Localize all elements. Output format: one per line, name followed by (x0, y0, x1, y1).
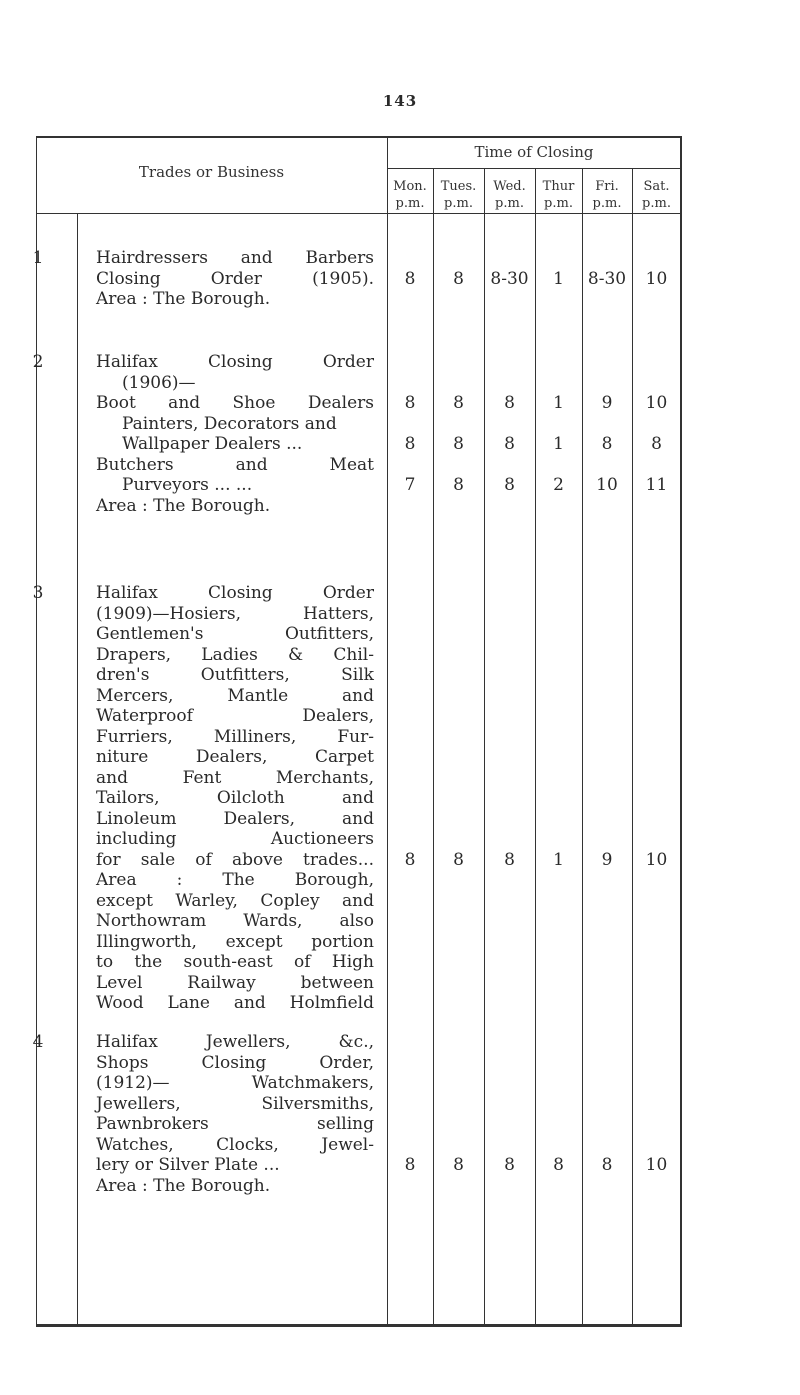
closing-time-value: 1 (553, 393, 564, 413)
wed-thur-divider (535, 169, 536, 1324)
closing-time-value: 8-30 (587, 268, 627, 289)
description-line: Butchers and Meat (96, 454, 374, 475)
day-header (582, 178, 632, 212)
description-line: Purveyors ... ... (122, 475, 253, 495)
description-line: Halifax Jewellers, &c., (96, 1032, 374, 1052)
description-line: (1906)— (122, 372, 196, 393)
description-line: Wood Lane and Holmfield (96, 993, 374, 1013)
closing-time-value: 8 (453, 1155, 464, 1175)
closing-time-value: 8 (453, 434, 464, 454)
description-line: Watches, Clocks, Jewel- (96, 1134, 374, 1155)
day-header (433, 178, 484, 212)
description-line: Area : The Borough. (96, 289, 271, 309)
description-line: lery or Silver Plate ... (96, 1155, 280, 1175)
closing-time-value: 8 (453, 393, 464, 413)
description-line: to the south-east of High (96, 952, 374, 972)
description-line: Jewellers, Silversmiths, (96, 1093, 374, 1114)
closing-time-value: 8 (404, 268, 416, 289)
closing-time-value: 1 (553, 849, 564, 870)
entry-description (96, 583, 374, 1014)
day-name: Tues. (440, 179, 477, 194)
thur-fri-divider (582, 169, 583, 1324)
description-line: Boot and Shoe Dealers (96, 393, 374, 413)
day-name: Fri. (595, 179, 619, 194)
description-line: Area : The Borough, (96, 870, 374, 890)
closing-time-value: 8 (651, 434, 662, 454)
entry-description (96, 352, 374, 516)
description-line: Shops Closing Order, (96, 1052, 374, 1073)
description-line: Wallpaper Dealers ... (122, 434, 303, 454)
closing-time-value: 8 (504, 1155, 515, 1175)
closing-time-value: 8 (504, 434, 515, 454)
closing-time-value: 8 (453, 849, 464, 870)
description-line: (1909)—Hosiers, Hatters, (96, 603, 374, 624)
entry-number: 1 (32, 248, 44, 268)
day-name: Wed. (493, 179, 526, 194)
closing-time-value: 2 (553, 475, 564, 495)
closing-time-value: 10 (645, 849, 668, 870)
page-number: 143 (382, 92, 418, 110)
day-unit: p.m. (495, 196, 524, 211)
entry-number: 2 (32, 352, 44, 372)
closing-time-value: 8 (504, 475, 515, 495)
description-line: Pawnbrokers selling (96, 1114, 374, 1134)
description-line: Closing Order (1905). (96, 268, 374, 289)
description-line: Hairdressers and Barbers (96, 248, 374, 268)
closing-time-value: 8 (504, 849, 515, 870)
time-of-closing-header: Time of Closing (474, 143, 594, 161)
description-line: Level Railway between (96, 972, 374, 993)
day-header (535, 178, 582, 212)
closing-time-value: 8 (453, 268, 464, 289)
description-line: Area : The Borough. (96, 495, 271, 516)
right-border (680, 136, 682, 1325)
trades-header: Trades or Business (138, 163, 285, 181)
description-line: and Fent Merchants, (96, 767, 374, 788)
entry-description (96, 1032, 374, 1196)
closing-time-value: 9 (601, 849, 613, 870)
tues-wed-divider (484, 169, 485, 1324)
closing-time-value: 8 (404, 434, 416, 454)
description-line: niture Dealers, Carpet (96, 747, 374, 767)
day-header (387, 178, 433, 212)
closing-time-value: 1 (553, 434, 564, 454)
closing-time-value: 8 (453, 475, 464, 495)
closing-time-value: 10 (596, 475, 618, 495)
mon-tues-divider (433, 169, 434, 1324)
description-line: Furriers, Milliners, Fur- (96, 726, 374, 747)
description-line: Painters, Decorators and (122, 413, 337, 434)
description-line: Halifax Closing Order (96, 583, 374, 603)
day-name: Sat. (643, 179, 670, 194)
description-line: (1912)— Watchmakers, (96, 1073, 374, 1093)
closing-time-value: 10 (645, 393, 668, 413)
day-name: Mon. (393, 179, 427, 194)
day-header (632, 178, 681, 212)
closing-time-value: 8 (404, 849, 416, 870)
closing-time-value: 8 (504, 393, 515, 413)
entry-number: 4 (32, 1032, 44, 1052)
description-line: Linoleum Dealers, and (96, 808, 374, 829)
fri-sat-divider (632, 169, 633, 1324)
description-line: Mercers, Mantle and (96, 685, 374, 706)
description-line: Area : The Borough. (96, 1175, 271, 1196)
description-line: Waterproof Dealers, (96, 706, 374, 726)
header-rule (36, 213, 681, 214)
description-line: Gentlemen's Outfitters, (96, 624, 374, 644)
description-line: Tailors, Oilcloth and (96, 788, 374, 808)
group-header-rule (387, 168, 681, 169)
description-line: Halifax Closing Order (96, 352, 374, 372)
description-line: except Warley, Copley and (96, 890, 374, 911)
trades-column-divider (387, 136, 388, 1324)
day-unit: p.m. (544, 196, 573, 211)
closing-time-value: 9 (601, 393, 613, 413)
day-unit: p.m. (642, 196, 671, 211)
entry-description (96, 248, 374, 310)
closing-time-value: 10 (645, 1155, 668, 1175)
left-border (36, 136, 37, 1325)
closing-time-value: 8 (601, 1155, 613, 1175)
closing-time-value: 7 (404, 475, 416, 495)
description-line: Northowram Wards, also (96, 911, 374, 931)
description-line: Illingworth, except portion (96, 931, 374, 952)
description-line: including Auctioneers (96, 829, 374, 849)
closing-time-value: 1 (553, 268, 564, 289)
closing-time-value: 8-30 (490, 268, 529, 289)
closing-time-value: 10 (645, 268, 668, 289)
entry-number: 3 (32, 583, 44, 603)
day-unit: p.m. (444, 196, 473, 211)
top-rule (36, 136, 681, 138)
day-unit: p.m. (395, 196, 425, 211)
day-header (484, 178, 535, 212)
closing-time-value: 11 (645, 475, 668, 495)
number-column-divider (77, 214, 78, 1324)
day-name: Thur (542, 179, 575, 194)
description-line: dren's Outfitters, Silk (96, 665, 374, 685)
bottom-rule (36, 1324, 682, 1327)
closing-time-value: 8 (404, 1155, 416, 1175)
day-unit: p.m. (592, 196, 622, 211)
closing-time-value: 8 (601, 434, 613, 454)
closing-time-value: 8 (404, 393, 416, 413)
description-line: Drapers, Ladies & Chil- (96, 644, 374, 665)
closing-time-value: 8 (553, 1155, 564, 1175)
description-line: for sale of above trades... (96, 849, 374, 870)
